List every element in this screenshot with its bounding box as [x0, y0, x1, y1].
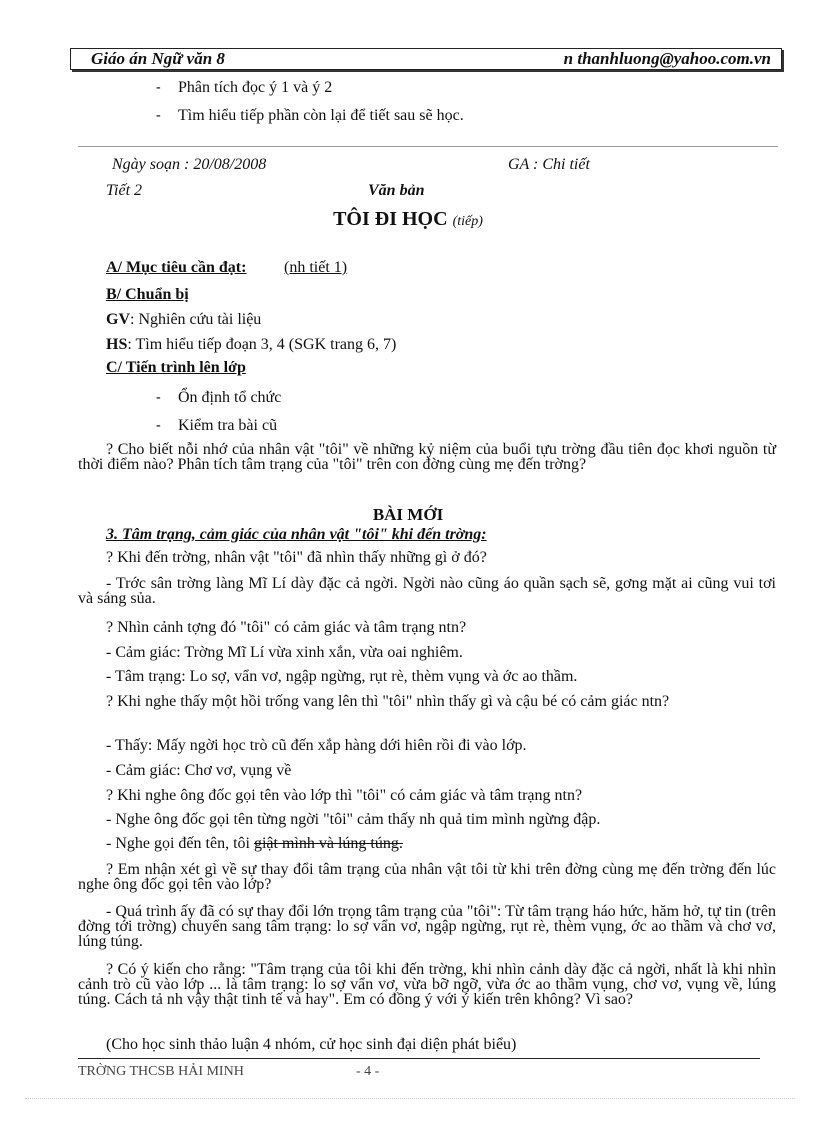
body-paragraph: (Cho học sinh thảo luận 4 nhóm, cử học sinh đại diện phát biểu) — [106, 1036, 517, 1053]
header-email: n thanhluong@yahoo.com.vn — [563, 49, 771, 68]
hs-label: HS — [106, 336, 128, 353]
body-paragraph: ? Em nhận xét gì về sự thay đổi tâm trạng của nhân vật tôi từ khi trên đờng cùng mẹ đến trờng đến lúc nghe ông đốc gọi tên vào lớp? — [78, 861, 776, 893]
section-3-heading: 3. Tâm trạng, cảm giác của nhân vật "tôi" khi đến trờng: — [106, 526, 487, 543]
body-paragraph: - Quá trình ấy đã có sự thay đổi lớn trọng tâm trạng của "tôi": Từ tâm trạng háo hức, hăm hở, tự tin (trên đờng tới trờng) chuyển sang tâm trạng: lo sợ vẩn vơ, ngập ngừng, rụt rè, thèm vụng, ớc ao thầm và chơ vơ, lúng túng. — [78, 903, 776, 950]
c-item-1: Ổn định tổ chức — [178, 389, 282, 406]
section-b-heading: B/ Chuẩn bị — [106, 286, 189, 303]
old-lesson-question: ? Cho biết nỗi nhớ của nhân vật "tôi" về những kỷ niệm của buổi tựu trờng đầu tiên đọc khơi nguồn từ thời điểm nào? Phân tích tâm trạng của "tôi" trên con đờng cùng mẹ đến trờng? — [78, 441, 776, 473]
section-a-note: (nh tiết 1) — [284, 259, 348, 276]
page-header — [70, 48, 782, 70]
page-title — [0, 208, 816, 231]
bullet-marker: - — [156, 108, 161, 123]
bullet-marker: - — [156, 418, 161, 433]
body-paragraph: ? Khi nghe ông đốc gọi tên vào lớp thì "tôi" có cảm giác và tâm trạng ntn? — [106, 787, 583, 804]
body-paragraph: - Nghe ông đốc gọi tên từng ngời "tôi" cảm thấy nh quả tim mình ngừng đập. — [106, 811, 601, 828]
body-paragraph: - Trớc sân trờng làng Mĩ Lí dày đặc cả ngời. Ngời nào cũng áo quần sạch sẽ, gơng mặt ai cũng vui tơi và sáng sủa. — [78, 575, 776, 607]
top-bullet-2: Tìm hiểu tiếp phần còn lại để tiết sau sẽ học. — [178, 107, 464, 124]
footer-line — [78, 1058, 760, 1059]
gv-label: GV — [106, 311, 130, 328]
footer-school: TRỜNG THCSB HẢI MINH — [78, 1064, 244, 1079]
hs-text: : Tìm hiểu tiếp đoạn 3, 4 (SGK trang 6, 7) — [127, 336, 397, 353]
body-paragraph: ? Khi đến trờng, nhân vật "tôi" đã nhìn thấy những gì ở đó? — [106, 549, 487, 566]
header-title: Giáo án Ngữ văn 8 — [91, 49, 225, 68]
body-strike-text: giật mình và lúng túng. — [253, 835, 403, 852]
title-sub: (tiếp) — [452, 214, 483, 229]
body-paragraph: ? Có ý kiến cho rằng: "Tâm trạng của tôi khi đến trờng, khi nhìn cảnh dày đặc cả ngời, nhất là khi nhìn cảnh trò cũ vào lớp ... là tâm trạng: lo sợ vẩn vơ, vừa bỡ ngỡ, vừa ớc ao thầm vụng, chơ vơ, vụng về, lúng túng. Cách tả nh vậy thật tinh tế và hay". Em có đồng ý với ý kiến trên không? Vì sao? — [78, 961, 776, 1008]
gv-text: : Nghiên cứu tài liệu — [130, 311, 262, 328]
body-paragraph: - Tâm trạng: Lo sợ, vẩn vơ, ngập ngừng, rụt rè, thèm vụng và ớc ao thầm. — [106, 668, 578, 685]
footer-page-number: - 4 - — [356, 1064, 380, 1079]
title-main: TÔI ĐI HỌC — [333, 208, 448, 230]
body-paragraph — [78, 836, 776, 851]
bullet-marker: - — [156, 390, 161, 405]
text-type: Văn bản — [368, 182, 425, 199]
body-paragraph: - Thấy: Mấy ngời học trò cũ đến xắp hàng dới hiên rồi đi vào lớp. — [106, 737, 527, 754]
page-edge — [25, 1098, 795, 1099]
body-paragraph: - Cảm giác: Chơ vơ, vụng về — [106, 762, 292, 779]
c-item-2: Kiểm tra bài cũ — [178, 417, 278, 434]
separator-line — [78, 146, 778, 147]
lesson-number: Tiết 2 — [106, 182, 143, 199]
body-paragraph: ? Khi nghe thấy một hồi trống vang lên thì "tôi" nhìn thấy gì và cậu bé có cảm giác ntn? — [106, 693, 670, 710]
bullet-marker: - — [156, 80, 161, 95]
body-paragraph: ? Nhìn cảnh tợng đó "tôi" có cảm giác và tâm trạng ntn? — [106, 619, 467, 636]
gv-line — [106, 310, 261, 330]
lesson-plan-type: GA : Chi tiết — [508, 156, 590, 173]
section-c-heading: C/ Tiến trình lên lớp — [106, 359, 246, 376]
body-paragraph: - Cảm giác: Trờng Mĩ Lí vừa xinh xắn, vừa oai nghiêm. — [106, 644, 463, 661]
new-lesson-heading: BÀI MỚI — [372, 505, 444, 524]
top-bullet-1: Phân tích đọc ý 1 và ý 2 — [178, 79, 333, 96]
section-a-heading: A/ Mục tiêu cần đạt: — [106, 259, 247, 276]
hs-line — [106, 335, 396, 355]
date-prepared: Ngày soạn : 20/08/2008 — [112, 156, 267, 173]
body-text: - Nghe gọi đến tên, tôi — [106, 835, 254, 852]
